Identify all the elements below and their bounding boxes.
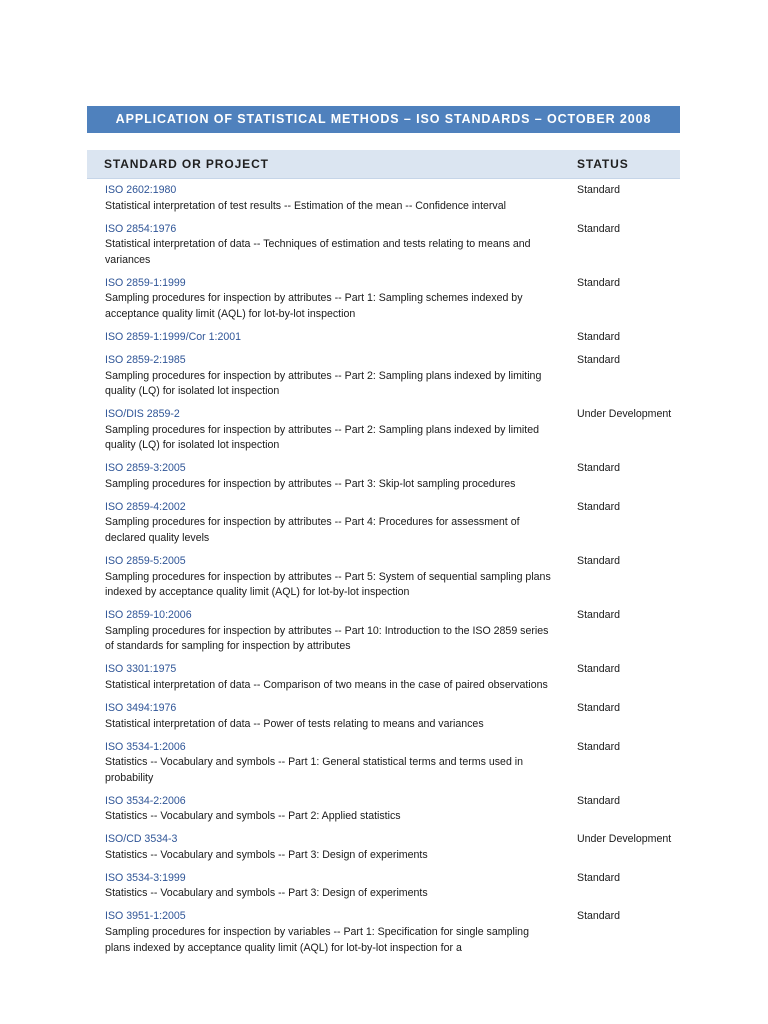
standard-code-link[interactable]: ISO 3534-3:1999 bbox=[105, 871, 186, 884]
document-title: APPLICATION OF STATISTICAL METHODS – ISO STANDARDS – OCTOBER 2008 bbox=[87, 106, 680, 133]
standard-description: Sampling procedures for inspection by attributes -- Part 5: System of sequential sampling plans indexed by acceptance quality limit (AQL) for lot-by-lot inspection bbox=[105, 570, 551, 599]
table-row bbox=[87, 662, 680, 701]
standard-code-link[interactable]: ISO 2859-4:2002 bbox=[105, 500, 186, 513]
standard-code-link[interactable]: ISO 3534-1:2006 bbox=[105, 740, 186, 753]
status-cell: Standard bbox=[577, 871, 620, 884]
table-row bbox=[87, 330, 680, 353]
status-cell: Standard bbox=[577, 701, 620, 714]
standard-code-link[interactable]: ISO 2859-3:2005 bbox=[105, 462, 186, 475]
standard-cell bbox=[87, 832, 559, 863]
standard-cell bbox=[87, 222, 559, 269]
standard-description: Statistics -- Vocabulary and symbols -- Part 2: Applied statistics bbox=[105, 810, 401, 823]
standard-description: Sampling procedures for inspection by variables -- Part 1: Specification for single sampling plans indexed by acceptance quality limit (AQL) for lot-by-lot inspection for a bbox=[105, 926, 529, 954]
standard-cell bbox=[87, 407, 559, 454]
status-cell: Standard bbox=[577, 330, 620, 343]
standard-cell bbox=[87, 500, 559, 547]
table-row bbox=[87, 183, 680, 222]
standard-description: Sampling procedures for inspection by attributes -- Part 3: Skip-lot sampling procedures bbox=[105, 477, 516, 490]
standard-description: Statistics -- Vocabulary and symbols -- Part 1: General statistical terms and terms used in probability bbox=[105, 756, 524, 784]
standard-description: Statistical interpretation of data -- Techniques of estimation and tests relating to means and variances bbox=[105, 238, 531, 266]
status-cell: Under Development bbox=[577, 833, 672, 846]
status-cell: Standard bbox=[577, 353, 620, 366]
status-cell: Standard bbox=[577, 555, 620, 567]
status-cell: Standard bbox=[577, 910, 620, 923]
standard-description: Sampling procedures for inspection by attributes -- Part 1: Sampling schemes indexed by acceptance quality limit (AQL) for lot-by-lot inspection bbox=[105, 292, 523, 320]
standard-code-link[interactable]: ISO 2859-5:2005 bbox=[105, 555, 186, 567]
standard-code-link[interactable]: ISO 3951-1:2005 bbox=[105, 910, 186, 923]
status-cell: Standard bbox=[577, 740, 620, 753]
standard-cell bbox=[87, 330, 559, 346]
standard-code-link[interactable]: ISO 3301:1975 bbox=[105, 663, 177, 676]
standard-code-link[interactable]: ISO 2602:1980 bbox=[105, 184, 177, 196]
standard-cell bbox=[87, 276, 559, 323]
table-row bbox=[87, 222, 680, 276]
standard-cell bbox=[87, 740, 559, 787]
status-cell: Standard bbox=[577, 609, 620, 622]
table-row bbox=[87, 832, 680, 871]
status-cell: Standard bbox=[577, 276, 620, 289]
table-row bbox=[87, 871, 680, 910]
standard-description: Statistics -- Vocabulary and symbols -- Part 3: Design of experiments bbox=[105, 887, 428, 900]
standard-code-link[interactable]: ISO 3534-2:2006 bbox=[105, 794, 186, 807]
standard-code-link[interactable]: ISO 2859-2:1985 bbox=[105, 353, 186, 366]
standard-description: Statistical interpretation of data -- Power of tests relating to means and variances bbox=[105, 717, 484, 730]
standard-description: Statistical interpretation of data -- Comparison of two means in the case of paired observations bbox=[105, 678, 548, 691]
status-cell: Standard bbox=[577, 462, 620, 475]
standard-code-link[interactable]: ISO 3494:1976 bbox=[105, 701, 177, 714]
status-cell: Standard bbox=[577, 222, 620, 235]
standard-cell bbox=[87, 461, 559, 492]
status-cell: Under Development bbox=[577, 408, 672, 421]
standard-code-link[interactable]: ISO/DIS 2859-2 bbox=[105, 408, 180, 421]
standard-description: Sampling procedures for inspection by attributes -- Part 2: Sampling plans indexed by limited quality (LQ) for isolated lot inspection bbox=[105, 423, 539, 452]
table-row bbox=[87, 608, 680, 662]
standard-code-link[interactable]: ISO 2859-1:1999/Cor 1:2001 bbox=[105, 330, 242, 343]
standard-description: Sampling procedures for inspection by attributes -- Part 10: Introduction to the ISO 2859 series of standards for sampling for inspection by attributes bbox=[105, 624, 549, 653]
table-row bbox=[87, 909, 680, 963]
standard-code-link[interactable]: ISO 2854:1976 bbox=[105, 222, 177, 235]
column-header-status: STATUS bbox=[577, 157, 629, 171]
standards-document bbox=[87, 106, 680, 964]
table-row bbox=[87, 740, 680, 794]
table-header bbox=[87, 150, 680, 179]
status-cell: Standard bbox=[577, 794, 620, 807]
status-cell: Standard bbox=[577, 663, 620, 676]
standard-description: Statistical interpretation of test results -- Estimation of the mean -- Confidence interval bbox=[105, 199, 506, 212]
standard-description: Sampling procedures for inspection by attributes -- Part 2: Sampling plans indexed by limiting quality (LQ) for isolated lot inspection bbox=[105, 369, 542, 398]
table-row bbox=[87, 353, 680, 407]
table-row bbox=[87, 794, 680, 833]
table-row bbox=[87, 461, 680, 500]
standard-cell bbox=[87, 662, 559, 693]
standard-cell bbox=[87, 183, 559, 214]
standard-code-link[interactable]: ISO 2859-10:2006 bbox=[105, 609, 192, 622]
standard-cell bbox=[87, 794, 559, 825]
standard-cell bbox=[87, 554, 559, 601]
table-row bbox=[87, 276, 680, 330]
column-header-standard: STANDARD OR PROJECT bbox=[104, 157, 269, 171]
status-cell: Standard bbox=[577, 184, 620, 196]
standard-cell bbox=[87, 701, 559, 732]
table-row bbox=[87, 701, 680, 740]
standard-cell bbox=[87, 871, 559, 902]
standard-cell bbox=[87, 608, 559, 655]
standard-code-link[interactable]: ISO/CD 3534-3 bbox=[105, 833, 178, 846]
standard-description: Statistics -- Vocabulary and symbols -- Part 3: Design of experiments bbox=[105, 848, 428, 861]
standard-cell bbox=[87, 909, 559, 956]
table-row bbox=[87, 500, 680, 554]
standard-description: Sampling procedures for inspection by attributes -- Part 4: Procedures for assessment of declared quality levels bbox=[105, 516, 520, 545]
status-cell: Standard bbox=[577, 500, 620, 513]
standards-table-body bbox=[87, 183, 680, 964]
standard-cell bbox=[87, 353, 559, 400]
table-row bbox=[87, 554, 680, 608]
table-row bbox=[87, 407, 680, 461]
standard-code-link[interactable]: ISO 2859-1:1999 bbox=[105, 276, 186, 289]
